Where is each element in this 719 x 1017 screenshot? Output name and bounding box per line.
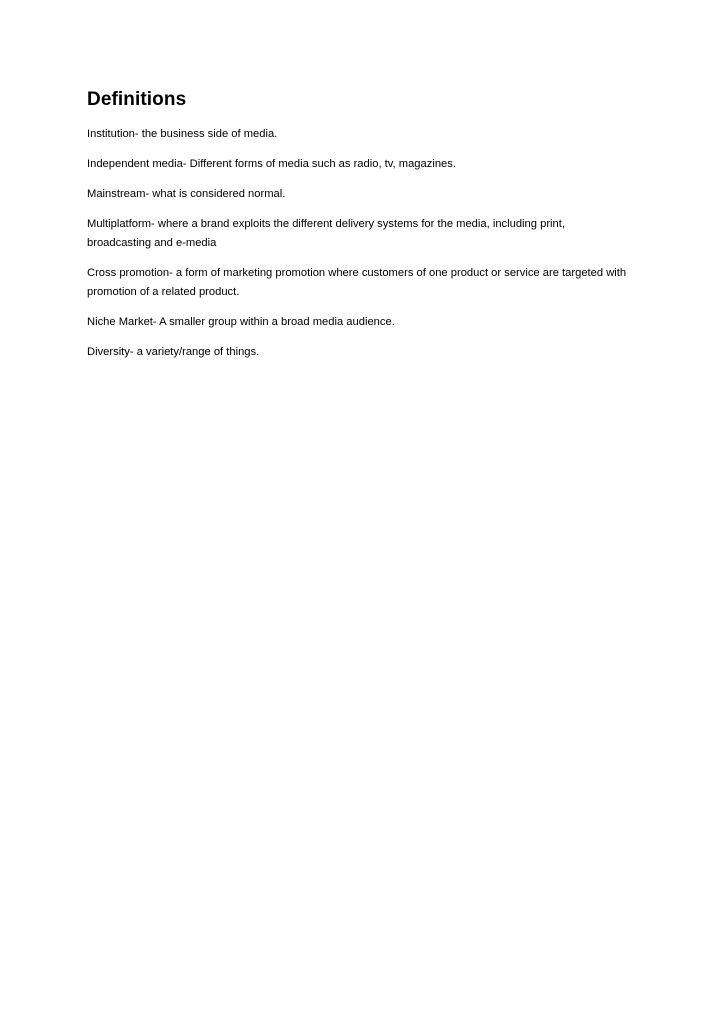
definition-independent-media: Independent media- Different forms of media such as radio, tv, magazines. bbox=[87, 158, 456, 170]
definition-diversity: Diversity- a variety/range of things. bbox=[87, 346, 260, 358]
definition-institution: Institution- the business side of media. bbox=[87, 128, 278, 140]
definition-cross-promotion: Cross promotion- a form of marketing promotion where customers of one product or service are targeted with promotion of a related product. bbox=[87, 267, 627, 298]
page-title: Definitions bbox=[87, 89, 187, 110]
definition-niche-market: Niche Market- A smaller group within a broad media audience. bbox=[87, 316, 395, 328]
document-body bbox=[87, 88, 632, 373]
definition-mainstream: Mainstream- what is considered normal. bbox=[87, 188, 286, 200]
definition-multiplatform: Multiplatform- where a brand exploits the different delivery systems for the media, including print, broadcasting and e-media bbox=[87, 218, 565, 249]
